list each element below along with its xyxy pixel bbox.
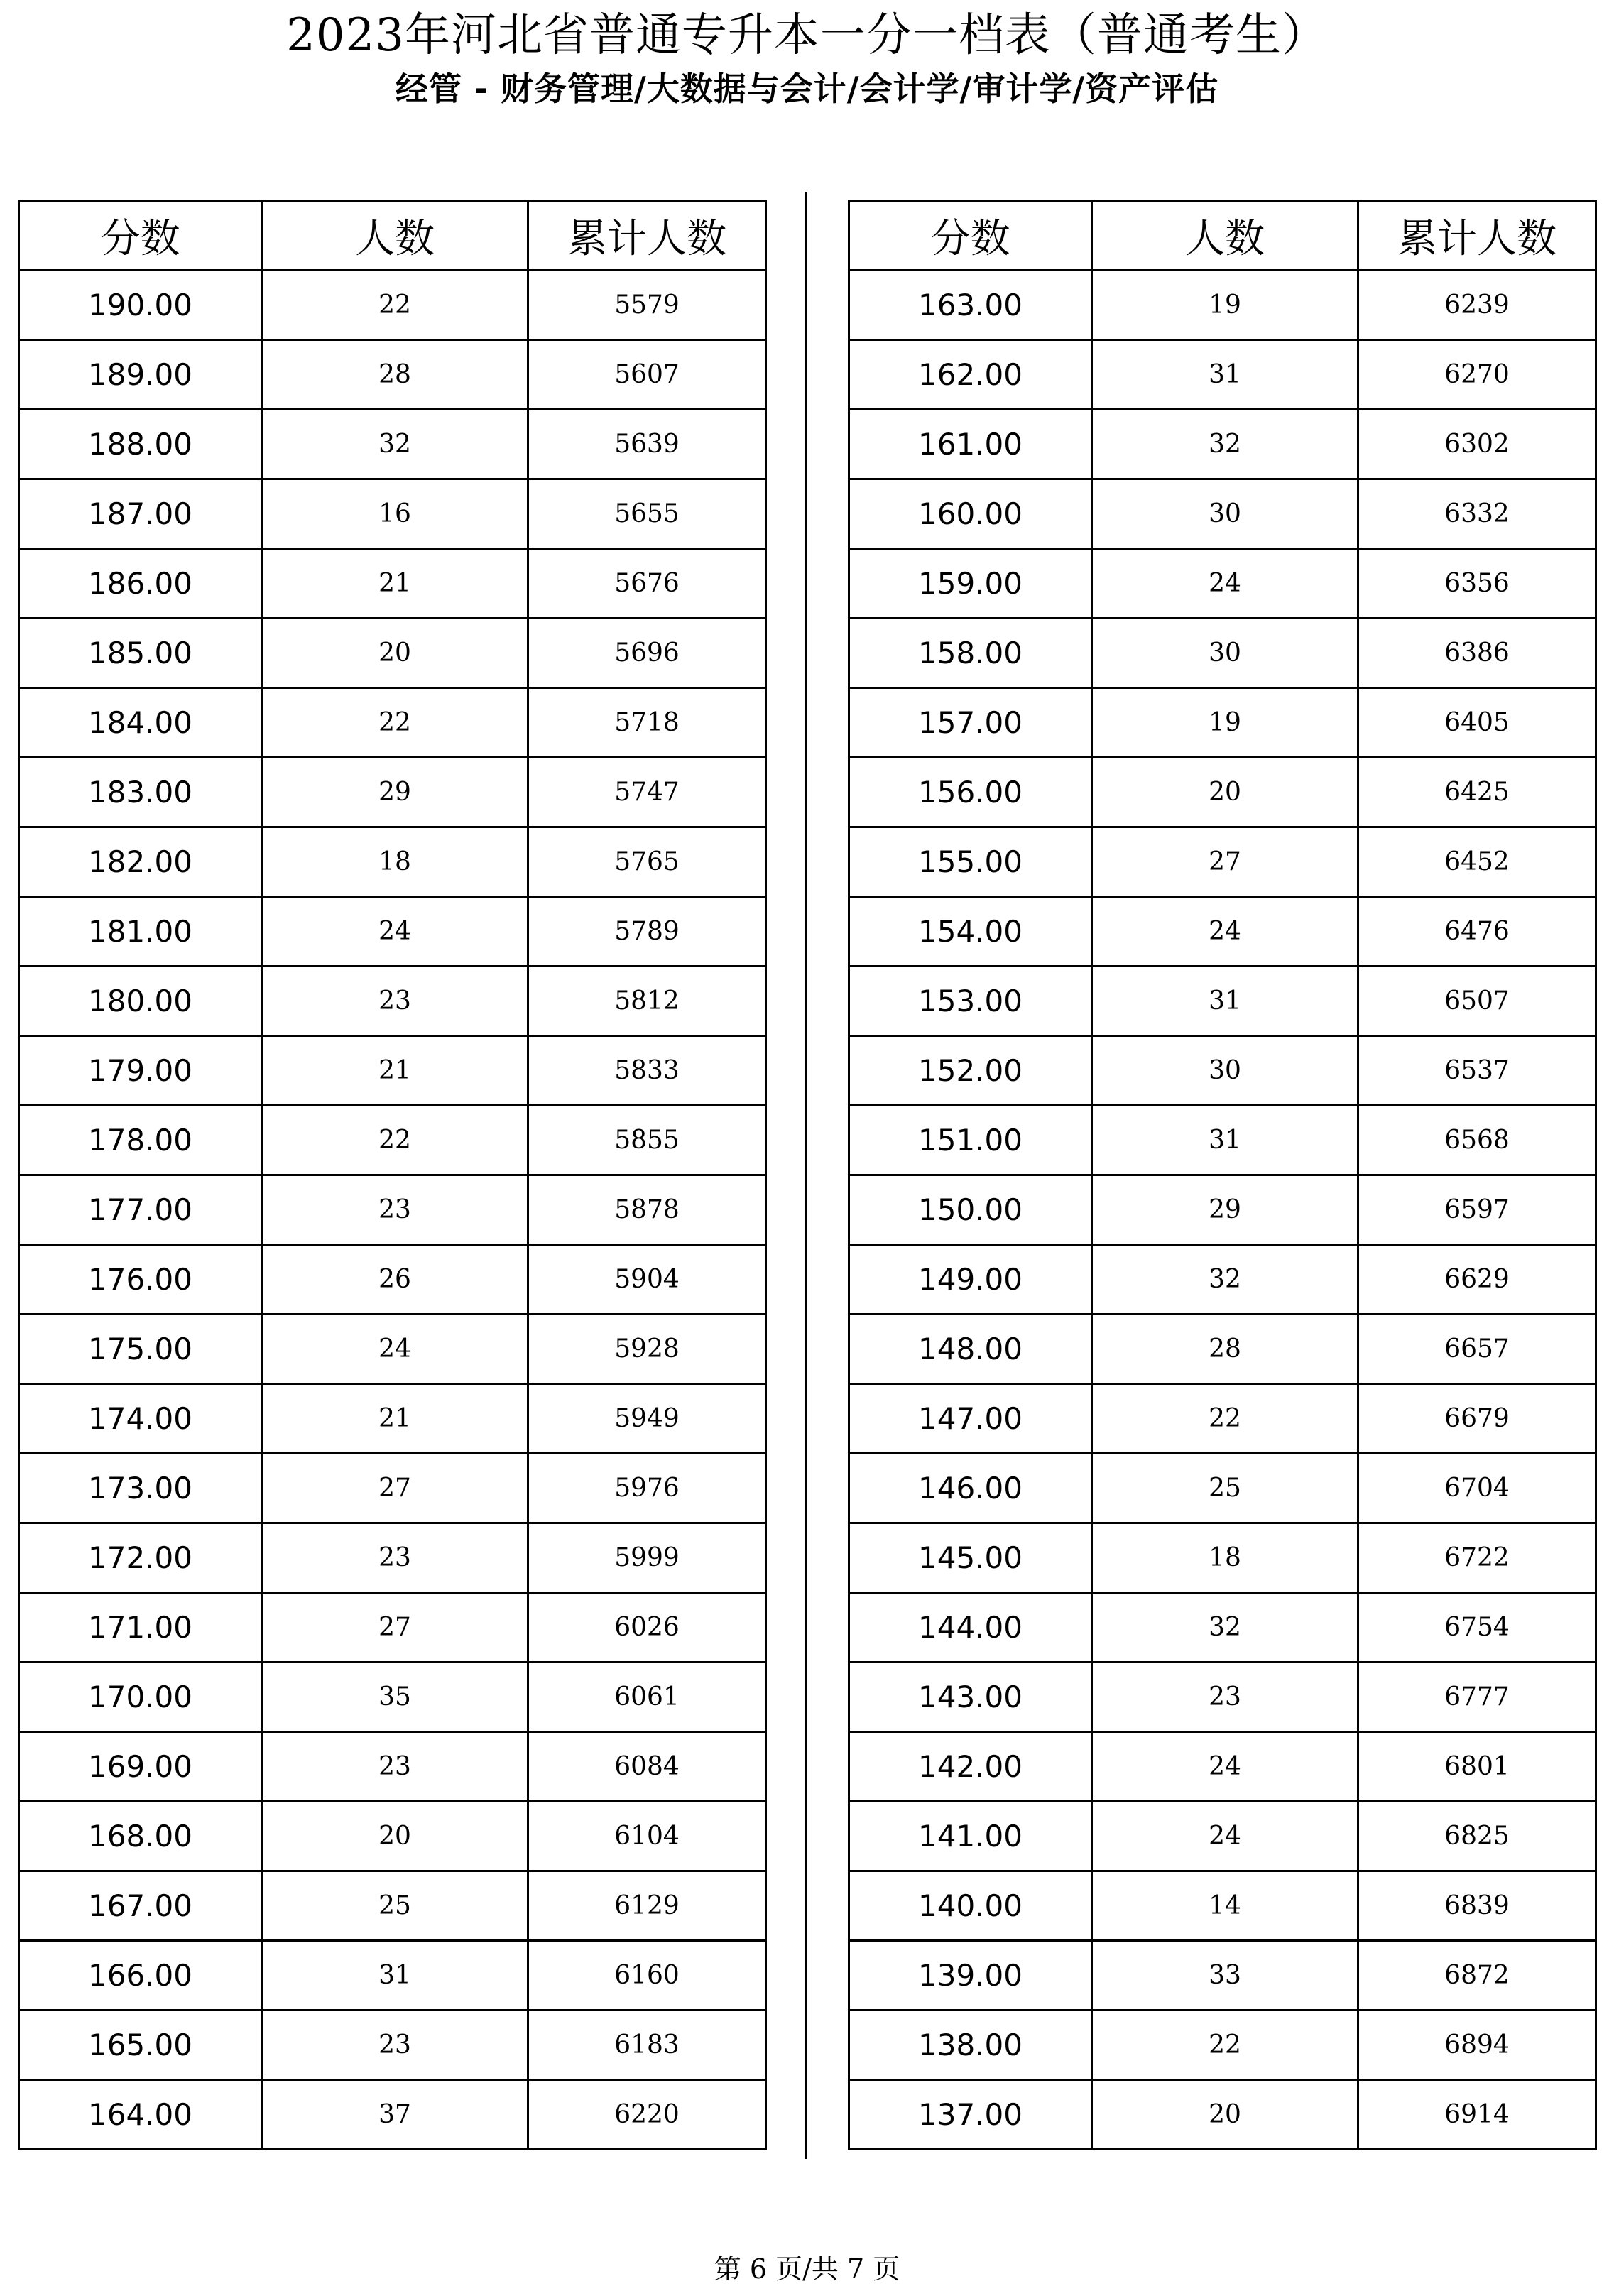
table-row [849, 271, 1596, 340]
cumulative-cell: 5976 [528, 1454, 766, 1523]
table-row [19, 1036, 766, 1106]
table-header-row [849, 201, 1596, 271]
cumulative-cell: 5579 [528, 271, 766, 340]
page-title: 2023年河北省普通专升本一分一档表（普通考生） [286, 9, 1328, 62]
cumulative-cell: 5639 [528, 410, 766, 479]
score-cell: 189.00 [19, 340, 262, 410]
cumulative-cell: 6704 [1358, 1454, 1596, 1523]
cumulative-cell: 6026 [528, 1593, 766, 1663]
table-row [849, 758, 1596, 827]
cumulative-cell: 5747 [528, 758, 766, 827]
count-cell: 31 [1092, 1106, 1358, 1175]
count-cell: 24 [1092, 897, 1358, 967]
cumulative-cell: 6160 [528, 1941, 766, 2011]
count-cell: 23 [262, 967, 528, 1036]
count-cell: 24 [1092, 1802, 1358, 1871]
table-row [849, 1384, 1596, 1454]
count-cell: 18 [262, 827, 528, 897]
table-row [19, 1871, 766, 1941]
score-table-right-body [849, 271, 1596, 2150]
score-cell: 181.00 [19, 897, 262, 967]
table-row [849, 1036, 1596, 1106]
cumulative-cell: 6220 [528, 2080, 766, 2150]
score-cell: 159.00 [849, 549, 1092, 619]
count-cell: 21 [262, 549, 528, 619]
table-row [19, 1523, 766, 1593]
cumulative-cell: 6777 [1358, 1663, 1596, 1732]
cumulative-cell: 6722 [1358, 1523, 1596, 1593]
score-cell: 155.00 [849, 827, 1092, 897]
count-cell: 24 [1092, 549, 1358, 619]
header-score: 分数 [849, 201, 1092, 271]
cumulative-cell: 6657 [1358, 1315, 1596, 1384]
table-row [849, 1245, 1596, 1315]
table-row [849, 549, 1596, 619]
table-row [19, 1802, 766, 1871]
table-row [849, 1175, 1596, 1245]
table-row [19, 340, 766, 410]
score-cell: 167.00 [19, 1871, 262, 1941]
count-cell: 20 [262, 619, 528, 688]
count-cell: 23 [1092, 1663, 1358, 1732]
table-row [849, 967, 1596, 1036]
table-row [19, 271, 766, 340]
cumulative-cell: 6801 [1358, 1732, 1596, 1802]
score-cell: 146.00 [849, 1454, 1092, 1523]
cumulative-cell: 6568 [1358, 1106, 1596, 1175]
score-cell: 177.00 [19, 1175, 262, 1245]
table-header-row [19, 201, 766, 271]
table-row [19, 2011, 766, 2080]
cumulative-cell: 6914 [1358, 2080, 1596, 2150]
table-row [849, 619, 1596, 688]
count-cell: 30 [1092, 479, 1358, 549]
table-row [849, 479, 1596, 549]
score-table-left-body [19, 271, 766, 2150]
count-cell: 16 [262, 479, 528, 549]
score-cell: 186.00 [19, 549, 262, 619]
score-cell: 163.00 [849, 271, 1092, 340]
score-cell: 178.00 [19, 1106, 262, 1175]
score-cell: 151.00 [849, 1106, 1092, 1175]
count-cell: 23 [262, 1523, 528, 1593]
count-cell: 20 [262, 1802, 528, 1871]
count-cell: 28 [1092, 1315, 1358, 1384]
table-row [19, 479, 766, 549]
cumulative-cell: 5765 [528, 827, 766, 897]
cumulative-cell: 6104 [528, 1802, 766, 1871]
table-row [19, 410, 766, 479]
count-cell: 29 [262, 758, 528, 827]
score-cell: 187.00 [19, 479, 262, 549]
cumulative-cell: 6839 [1358, 1871, 1596, 1941]
table-row [849, 1315, 1596, 1384]
cumulative-cell: 5999 [528, 1523, 766, 1593]
table-row [849, 1941, 1596, 2011]
score-cell: 183.00 [19, 758, 262, 827]
cumulative-cell: 6332 [1358, 479, 1596, 549]
count-cell: 33 [1092, 1941, 1358, 2011]
table-row [849, 1871, 1596, 1941]
count-cell: 25 [262, 1871, 528, 1941]
score-cell: 144.00 [849, 1593, 1092, 1663]
count-cell: 22 [262, 1106, 528, 1175]
table-row [849, 827, 1596, 897]
count-cell: 20 [1092, 758, 1358, 827]
cumulative-cell: 5676 [528, 549, 766, 619]
table-row [849, 688, 1596, 758]
cumulative-cell: 6476 [1358, 897, 1596, 967]
count-cell: 22 [1092, 2011, 1358, 2080]
score-cell: 172.00 [19, 1523, 262, 1593]
cumulative-cell: 6270 [1358, 340, 1596, 410]
score-cell: 174.00 [19, 1384, 262, 1454]
table-row [849, 410, 1596, 479]
count-cell: 24 [1092, 1732, 1358, 1802]
score-table-left [18, 200, 767, 2150]
count-cell: 32 [1092, 1245, 1358, 1315]
cumulative-cell: 5696 [528, 619, 766, 688]
count-cell: 27 [262, 1454, 528, 1523]
table-row [849, 897, 1596, 967]
count-cell: 29 [1092, 1175, 1358, 1245]
table-row [849, 1106, 1596, 1175]
score-cell: 168.00 [19, 1802, 262, 1871]
cumulative-cell: 6239 [1358, 271, 1596, 340]
count-cell: 27 [1092, 827, 1358, 897]
table-row [19, 1245, 766, 1315]
cumulative-cell: 5928 [528, 1315, 766, 1384]
score-cell: 153.00 [849, 967, 1092, 1036]
count-cell: 19 [1092, 271, 1358, 340]
table-row [849, 1663, 1596, 1732]
score-cell: 148.00 [849, 1315, 1092, 1384]
score-cell: 141.00 [849, 1802, 1092, 1871]
header-cumulative: 累计人数 [528, 201, 766, 271]
header-count: 人数 [1092, 201, 1358, 271]
count-cell: 26 [262, 1245, 528, 1315]
count-cell: 23 [262, 1175, 528, 1245]
score-cell: 173.00 [19, 1454, 262, 1523]
cumulative-cell: 6825 [1358, 1802, 1596, 1871]
score-cell: 156.00 [849, 758, 1092, 827]
cumulative-cell: 6405 [1358, 688, 1596, 758]
cumulative-cell: 5607 [528, 340, 766, 410]
cumulative-cell: 5878 [528, 1175, 766, 1245]
column-divider [805, 192, 807, 2159]
count-cell: 18 [1092, 1523, 1358, 1593]
table-row [19, 688, 766, 758]
cumulative-cell: 6061 [528, 1663, 766, 1732]
score-cell: 138.00 [849, 2011, 1092, 2080]
cumulative-cell: 6386 [1358, 619, 1596, 688]
cumulative-cell: 6679 [1358, 1384, 1596, 1454]
table-row [19, 1175, 766, 1245]
count-cell: 14 [1092, 1871, 1358, 1941]
score-cell: 182.00 [19, 827, 262, 897]
score-cell: 147.00 [849, 1384, 1092, 1454]
count-cell: 31 [1092, 340, 1358, 410]
count-cell: 37 [262, 2080, 528, 2150]
score-cell: 154.00 [849, 897, 1092, 967]
cumulative-cell: 5812 [528, 967, 766, 1036]
table-row [19, 1732, 766, 1802]
table-row [849, 2080, 1596, 2150]
cumulative-cell: 5655 [528, 479, 766, 549]
cumulative-cell: 6754 [1358, 1593, 1596, 1663]
table-row [849, 2011, 1596, 2080]
table-row [849, 1523, 1596, 1593]
score-cell: 157.00 [849, 688, 1092, 758]
count-cell: 31 [262, 1941, 528, 2011]
cumulative-cell: 6302 [1358, 410, 1596, 479]
table-row [849, 340, 1596, 410]
table-row [19, 967, 766, 1036]
table-row [19, 827, 766, 897]
header-cumulative: 累计人数 [1358, 201, 1596, 271]
count-cell: 24 [262, 1315, 528, 1384]
score-cell: 152.00 [849, 1036, 1092, 1106]
count-cell: 22 [1092, 1384, 1358, 1454]
count-cell: 22 [262, 688, 528, 758]
score-cell: 161.00 [849, 410, 1092, 479]
score-cell: 180.00 [19, 967, 262, 1036]
score-cell: 143.00 [849, 1663, 1092, 1732]
score-cell: 190.00 [19, 271, 262, 340]
table-row [19, 1941, 766, 2011]
score-cell: 160.00 [849, 479, 1092, 549]
score-cell: 145.00 [849, 1523, 1092, 1593]
score-cell: 170.00 [19, 1663, 262, 1732]
cumulative-cell: 6629 [1358, 1245, 1596, 1315]
count-cell: 20 [1092, 2080, 1358, 2150]
count-cell: 32 [1092, 410, 1358, 479]
cumulative-cell: 6872 [1358, 1941, 1596, 2011]
table-row [19, 2080, 766, 2150]
count-cell: 19 [1092, 688, 1358, 758]
count-cell: 24 [262, 897, 528, 967]
score-cell: 169.00 [19, 1732, 262, 1802]
count-cell: 21 [262, 1036, 528, 1106]
score-cell: 149.00 [849, 1245, 1092, 1315]
score-cell: 137.00 [849, 2080, 1092, 2150]
table-row [19, 897, 766, 967]
cumulative-cell: 6183 [528, 2011, 766, 2080]
cumulative-cell: 6597 [1358, 1175, 1596, 1245]
score-cell: 164.00 [19, 2080, 262, 2150]
cumulative-cell: 5789 [528, 897, 766, 967]
score-cell: 162.00 [849, 340, 1092, 410]
count-cell: 23 [262, 1732, 528, 1802]
cumulative-cell: 5855 [528, 1106, 766, 1175]
cumulative-cell: 5833 [528, 1036, 766, 1106]
score-cell: 165.00 [19, 2011, 262, 2080]
page-footer: 第 6 页/共 7 页 [714, 2253, 900, 2285]
count-cell: 21 [262, 1384, 528, 1454]
count-cell: 27 [262, 1593, 528, 1663]
table-row [19, 1593, 766, 1663]
count-cell: 25 [1092, 1454, 1358, 1523]
table-row [19, 1315, 766, 1384]
score-cell: 175.00 [19, 1315, 262, 1384]
cumulative-cell: 6084 [528, 1732, 766, 1802]
table-row [19, 758, 766, 827]
score-table-right [848, 200, 1597, 2150]
page-subtitle: 经管 - 财务管理/大数据与会计/会计学/审计学/资产评估 [395, 70, 1219, 108]
score-cell: 150.00 [849, 1175, 1092, 1245]
score-cell: 166.00 [19, 1941, 262, 2011]
header-count: 人数 [262, 201, 528, 271]
count-cell: 32 [262, 410, 528, 479]
score-cell: 171.00 [19, 1593, 262, 1663]
cumulative-cell: 6452 [1358, 827, 1596, 897]
score-cell: 179.00 [19, 1036, 262, 1106]
count-cell: 31 [1092, 967, 1358, 1036]
score-cell: 158.00 [849, 619, 1092, 688]
cumulative-cell: 5718 [528, 688, 766, 758]
table-row [19, 1106, 766, 1175]
table-row [19, 1663, 766, 1732]
score-cell: 185.00 [19, 619, 262, 688]
score-cell: 176.00 [19, 1245, 262, 1315]
table-row [849, 1454, 1596, 1523]
count-cell: 22 [262, 271, 528, 340]
cumulative-cell: 6894 [1358, 2011, 1596, 2080]
cumulative-cell: 6425 [1358, 758, 1596, 827]
cumulative-cell: 6507 [1358, 967, 1596, 1036]
table-row [19, 1384, 766, 1454]
score-cell: 139.00 [849, 1941, 1092, 2011]
table-row [849, 1732, 1596, 1802]
table-row [19, 1454, 766, 1523]
count-cell: 30 [1092, 1036, 1358, 1106]
cumulative-cell: 6356 [1358, 549, 1596, 619]
count-cell: 30 [1092, 619, 1358, 688]
score-cell: 142.00 [849, 1732, 1092, 1802]
header-score: 分数 [19, 201, 262, 271]
score-cell: 140.00 [849, 1871, 1092, 1941]
score-cell: 184.00 [19, 688, 262, 758]
count-cell: 32 [1092, 1593, 1358, 1663]
count-cell: 23 [262, 2011, 528, 2080]
table-row [19, 549, 766, 619]
cumulative-cell: 6537 [1358, 1036, 1596, 1106]
count-cell: 35 [262, 1663, 528, 1732]
count-cell: 28 [262, 340, 528, 410]
table-row [849, 1593, 1596, 1663]
score-cell: 188.00 [19, 410, 262, 479]
table-row [849, 1802, 1596, 1871]
cumulative-cell: 5904 [528, 1245, 766, 1315]
table-row [19, 619, 766, 688]
cumulative-cell: 6129 [528, 1871, 766, 1941]
cumulative-cell: 5949 [528, 1384, 766, 1454]
